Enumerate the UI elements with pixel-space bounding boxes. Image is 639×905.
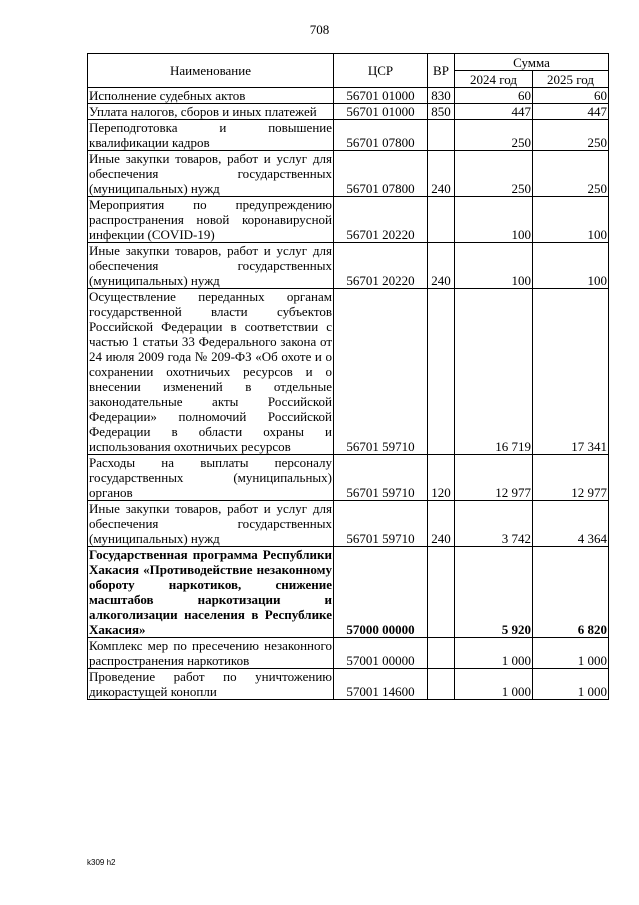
row-csr: 56701 07800 (334, 151, 428, 197)
row-sum-2024: 16 719 (455, 289, 533, 455)
row-sum-2025: 250 (533, 151, 609, 197)
row-name: Уплата налогов, сборов и иных платежей (88, 104, 334, 120)
row-csr: 57001 00000 (334, 638, 428, 669)
table-row (88, 120, 609, 151)
table-row (88, 151, 609, 197)
row-csr: 57001 14600 (334, 669, 428, 700)
row-vr (428, 547, 455, 638)
table-row (88, 547, 609, 638)
row-vr: 240 (428, 243, 455, 289)
row-sum-2025: 6 820 (533, 547, 609, 638)
row-vr (428, 120, 455, 151)
row-csr: 57000 00000 (334, 547, 428, 638)
row-name: Комплекс мер по пресечению незаконного распространения наркотиков (89, 638, 332, 668)
row-vr: 240 (428, 501, 455, 547)
table-row (88, 197, 609, 243)
row-name: Осуществление переданных органам государственной власти субъектов Российской Федерации в соответствии с частью 1 статьи 33 Федерального закона от 24 июля 2009 года № 209-ФЗ «Об охоте и о сохранении охотничьих ресурсов и о внесении изменений в отдельные законодательные акты Российской Федерации» полномочий Российской Федерации в области охраны и использования охотничьих ресурсов (89, 289, 332, 454)
row-name: Иные закупки товаров, работ и услуг для обеспечения государственных (муниципальных) нужд (89, 501, 332, 546)
header-name: Наименование (88, 54, 334, 88)
budget-table (87, 53, 609, 700)
footer-code: k309 h2 (87, 858, 116, 867)
row-vr (428, 669, 455, 700)
header-year-2025: 2025 год (533, 71, 609, 88)
row-name: Расходы на выплаты персоналу государственных (муниципальных) органов (89, 455, 332, 500)
row-name: Исполнение судебных актов (88, 88, 334, 104)
row-sum-2024: 100 (455, 243, 533, 289)
table-row (88, 501, 609, 547)
row-sum-2025: 12 977 (533, 455, 609, 501)
row-sum-2025: 1 000 (533, 638, 609, 669)
row-csr: 56701 07800 (334, 120, 428, 151)
table-row (88, 88, 609, 104)
header-vr: ВР (428, 54, 455, 88)
row-vr (428, 197, 455, 243)
row-vr: 240 (428, 151, 455, 197)
row-csr: 56701 01000 (334, 88, 428, 104)
row-sum-2025: 447 (533, 104, 609, 120)
table-row (88, 104, 609, 120)
page-number: 708 (309, 22, 330, 37)
row-sum-2025: 60 (533, 88, 609, 104)
row-sum-2025: 100 (533, 197, 609, 243)
header-year-2024: 2024 год (455, 71, 533, 88)
table-header (88, 54, 609, 88)
row-sum-2025: 100 (533, 243, 609, 289)
row-csr: 56701 59710 (334, 289, 428, 455)
row-name: Государственная программа Республики Хакасия «Противодействие незаконному обороту наркотиков, снижение масштабов наркотизации и алкоголизации населения в Республике Хакасия» (89, 547, 332, 637)
row-sum-2024: 250 (455, 120, 533, 151)
row-sum-2025: 17 341 (533, 289, 609, 455)
row-csr: 56701 59710 (334, 455, 428, 501)
row-sum-2024: 1 000 (455, 638, 533, 669)
row-sum-2024: 12 977 (455, 455, 533, 501)
row-name: Мероприятия по предупреждению распространения новой коронавирусной инфекции (COVID-19) (89, 197, 332, 242)
row-csr: 56701 59710 (334, 501, 428, 547)
table-row (88, 455, 609, 501)
row-vr: 120 (428, 455, 455, 501)
row-sum-2024: 60 (455, 88, 533, 104)
row-csr: 56701 01000 (334, 104, 428, 120)
row-name: Иные закупки товаров, работ и услуг для обеспечения государственных (муниципальных) нужд (89, 243, 332, 288)
row-csr: 56701 20220 (334, 197, 428, 243)
header-csr: ЦСР (334, 54, 428, 88)
row-sum-2024: 447 (455, 104, 533, 120)
row-vr: 830 (428, 88, 455, 104)
row-sum-2024: 100 (455, 197, 533, 243)
table-row (88, 669, 609, 700)
row-vr: 850 (428, 104, 455, 120)
row-sum-2025: 1 000 (533, 669, 609, 700)
table-row (88, 243, 609, 289)
table-row (88, 289, 609, 455)
row-sum-2024: 250 (455, 151, 533, 197)
row-sum-2025: 250 (533, 120, 609, 151)
row-name: Проведение работ по уничтожению дикорастущей конопли (89, 669, 332, 699)
row-sum-2024: 5 920 (455, 547, 533, 638)
row-sum-2024: 1 000 (455, 669, 533, 700)
row-vr (428, 638, 455, 669)
table-body (88, 88, 609, 700)
row-vr (428, 289, 455, 455)
row-sum-2025: 4 364 (533, 501, 609, 547)
table-row (88, 638, 609, 669)
row-sum-2024: 3 742 (455, 501, 533, 547)
row-csr: 56701 20220 (334, 243, 428, 289)
row-name: Переподготовка и повышение квалификации кадров (89, 120, 332, 150)
row-name: Иные закупки товаров, работ и услуг для обеспечения государственных (муниципальных) нужд (89, 151, 332, 196)
header-sum: Сумма (455, 54, 609, 71)
